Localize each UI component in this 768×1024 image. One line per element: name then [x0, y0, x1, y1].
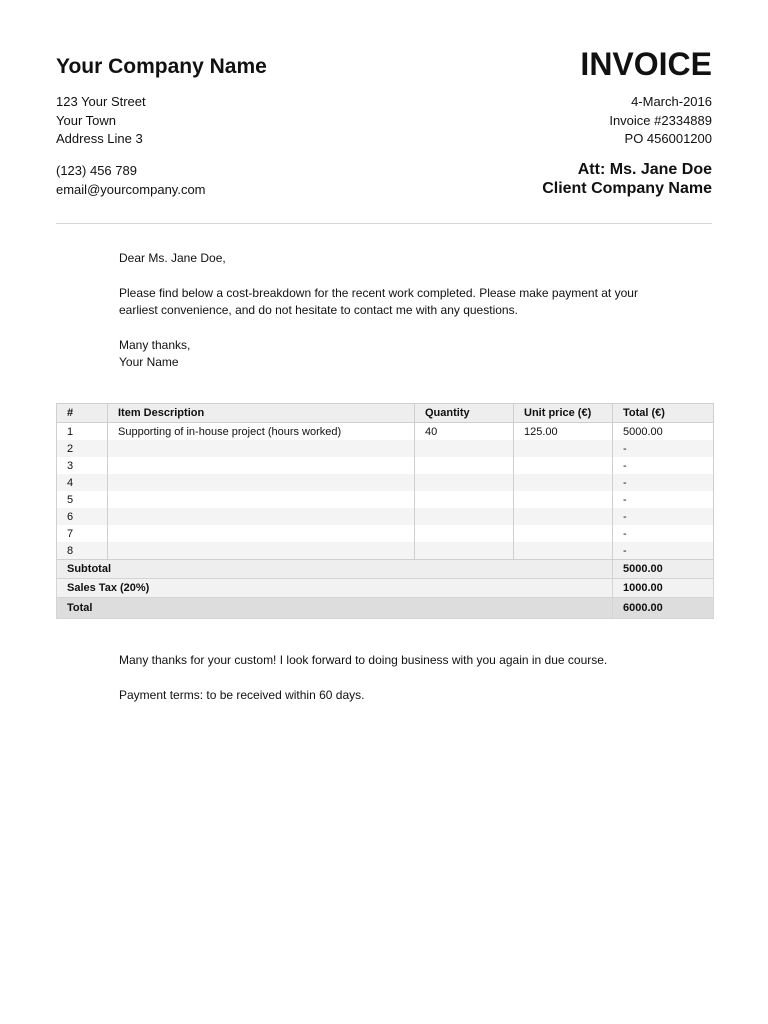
letter-greeting: Dear Ms. Jane Doe,: [119, 251, 226, 265]
table-header-row: [57, 404, 714, 423]
row-number: 6: [57, 508, 108, 525]
row-number: 2: [57, 440, 108, 457]
client-attention: Att: Ms. Jane Doe: [577, 161, 712, 178]
row-total: -: [613, 474, 714, 491]
company-name: Your Company Name: [56, 55, 267, 78]
row-unit-price: [514, 542, 613, 560]
sender-address: [56, 93, 146, 149]
sales-tax-row: [57, 579, 714, 598]
client-block: [542, 161, 712, 198]
row-total: -: [613, 508, 714, 525]
row-description: [108, 508, 415, 525]
letter-body: [119, 250, 679, 371]
total-row: [57, 598, 714, 619]
row-total: 5000.00: [613, 423, 714, 441]
row-number: 8: [57, 542, 108, 560]
closing-notes: [119, 652, 699, 704]
letter-signature-name: Your Name: [119, 355, 179, 369]
payment-terms: Payment terms: to be received within 60 days.: [119, 688, 365, 702]
row-quantity: [415, 508, 514, 525]
table-row: [57, 423, 714, 441]
invoice-title: INVOICE: [580, 46, 712, 82]
client-company: Client Company Name: [542, 179, 712, 197]
table-row: [57, 474, 714, 491]
address-line-1: 123 Your Street: [56, 94, 146, 109]
row-unit-price: [514, 457, 613, 474]
row-quantity: [415, 474, 514, 491]
row-quantity: [415, 491, 514, 508]
sender-phone: (123) 456 789: [56, 163, 137, 178]
row-total: -: [613, 491, 714, 508]
row-total: -: [613, 525, 714, 542]
address-line-3: Address Line 3: [56, 131, 143, 146]
table-row: [57, 491, 714, 508]
row-number: 3: [57, 457, 108, 474]
table-row: [57, 457, 714, 474]
subtotal-row: [57, 560, 714, 579]
row-description: [108, 440, 415, 457]
row-number: 5: [57, 491, 108, 508]
letter-signoff: Many thanks,: [119, 338, 191, 352]
sales-tax-label: Sales Tax (20%): [57, 579, 613, 598]
row-unit-price: [514, 491, 613, 508]
row-number: 4: [57, 474, 108, 491]
invoice-date: 4-March-2016: [631, 94, 712, 109]
closing-thanks: Many thanks for your custom! I look forward to doing business with you again in due course.: [119, 653, 608, 667]
row-quantity: [415, 525, 514, 542]
table-row: [57, 525, 714, 542]
row-total: -: [613, 440, 714, 457]
invoice-items-table: [56, 403, 714, 619]
row-unit-price: [514, 440, 613, 457]
row-unit-price: [514, 474, 613, 491]
row-description: [108, 457, 415, 474]
table-row: [57, 542, 714, 560]
row-description: [108, 474, 415, 491]
column-header-description: Item Description: [108, 404, 415, 423]
row-unit-price: 125.00: [514, 423, 613, 441]
row-unit-price: [514, 508, 613, 525]
row-number: 1: [57, 423, 108, 441]
column-header-quantity: Quantity: [415, 404, 514, 423]
subtotal-label: Subtotal: [57, 560, 613, 579]
row-number: 7: [57, 525, 108, 542]
sender-contact: [56, 162, 206, 199]
header-divider: [56, 223, 712, 224]
purchase-order: PO 456001200: [624, 131, 712, 146]
row-description: Supporting of in-house project (hours worked): [108, 423, 415, 441]
row-quantity: [415, 542, 514, 560]
row-total: -: [613, 457, 714, 474]
column-header-number: #: [57, 404, 108, 423]
table-row: [57, 508, 714, 525]
row-description: [108, 491, 415, 508]
letter-paragraph: Please find below a cost-breakdown for the recent work completed. Please make payment at your earliest convenience, and do not hesitate to contact me with any questions.: [119, 286, 638, 317]
column-header-total: Total (€): [613, 404, 714, 423]
row-description: [108, 542, 415, 560]
row-description: [108, 525, 415, 542]
row-unit-price: [514, 525, 613, 542]
sender-email: email@yourcompany.com: [56, 181, 206, 197]
row-quantity: [415, 440, 514, 457]
address-line-2: Your Town: [56, 112, 116, 128]
row-total: -: [613, 542, 714, 560]
sales-tax-value: 1000.00: [613, 579, 714, 598]
row-quantity: [415, 457, 514, 474]
total-label: Total: [57, 598, 613, 619]
subtotal-value: 5000.00: [613, 560, 714, 579]
invoice-number: Invoice #2334889: [609, 112, 712, 128]
invoice-meta: [609, 93, 712, 149]
table-row: [57, 440, 714, 457]
row-quantity: 40: [415, 423, 514, 441]
total-value: 6000.00: [613, 598, 714, 619]
column-header-unit-price: Unit price (€): [514, 404, 613, 423]
